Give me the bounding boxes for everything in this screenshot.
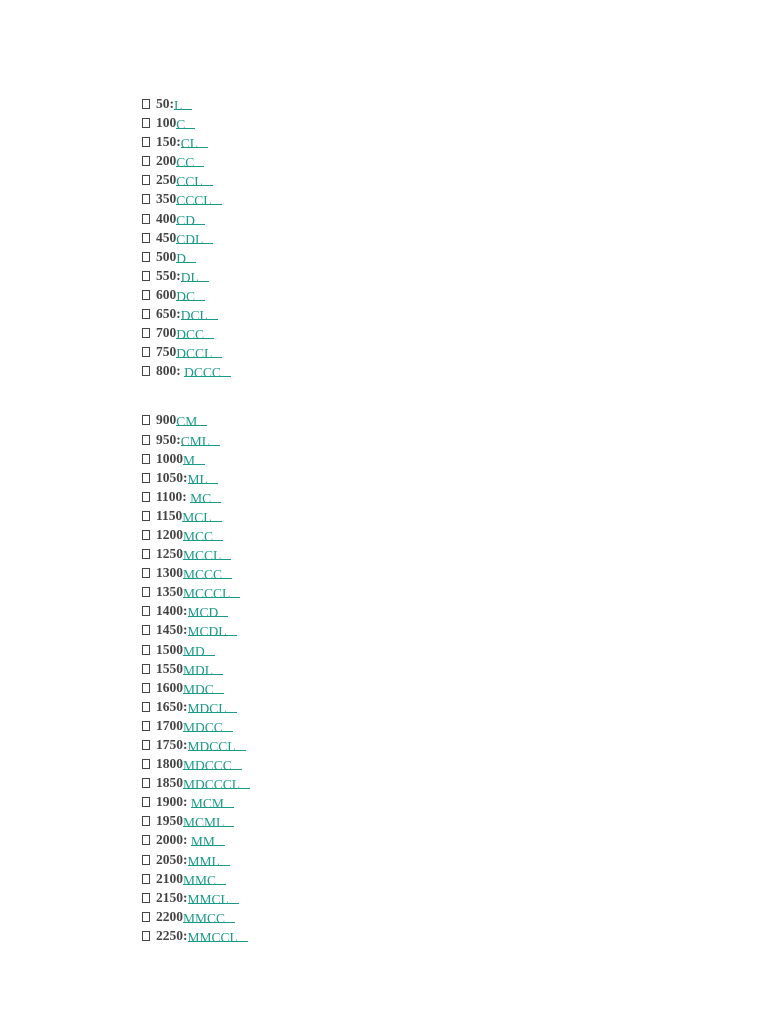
number-label: 2050: bbox=[156, 851, 188, 867]
roman-numeral-answer: DCCC bbox=[184, 365, 221, 381]
checkbox-icon bbox=[142, 778, 150, 788]
number-label: 1200 bbox=[156, 526, 183, 542]
checkbox-icon bbox=[142, 194, 150, 204]
list-item bbox=[142, 304, 542, 323]
number-label: 400 bbox=[156, 210, 177, 226]
answer-tail bbox=[204, 327, 214, 342]
number-label: 1100: bbox=[156, 488, 191, 504]
answer-blank bbox=[183, 527, 223, 544]
list-item bbox=[142, 209, 542, 228]
answer-blank bbox=[176, 211, 205, 228]
list-item bbox=[142, 697, 542, 716]
checkbox-icon bbox=[142, 874, 150, 884]
roman-numeral-answer: CM bbox=[176, 414, 198, 430]
answer-blank bbox=[187, 603, 229, 621]
number-label: 900 bbox=[156, 412, 177, 428]
roman-numeral-answer: MCCC bbox=[183, 567, 223, 583]
list-item bbox=[142, 94, 542, 113]
list-item bbox=[142, 811, 542, 830]
roman-numeral-answer: MMCL bbox=[187, 891, 229, 907]
list-item bbox=[142, 926, 542, 945]
number-label: 1650: bbox=[156, 698, 188, 714]
answer-tail bbox=[232, 758, 242, 773]
list-item bbox=[142, 170, 542, 189]
checkbox-icon bbox=[142, 568, 150, 578]
roman-numeral-answer: MCL bbox=[182, 509, 212, 525]
answer-tail bbox=[223, 720, 233, 735]
number-label: 250 bbox=[156, 172, 177, 188]
list-item bbox=[142, 266, 542, 285]
list-item bbox=[142, 582, 542, 601]
answer-blank bbox=[176, 412, 207, 430]
roman-numeral-answer: MDCC bbox=[183, 719, 223, 735]
roman-numeral-answer: MDCCL bbox=[187, 739, 236, 754]
number-label: 600 bbox=[156, 286, 177, 302]
answer-blank bbox=[187, 699, 237, 716]
number-label: 500 bbox=[156, 248, 177, 264]
answer-tail bbox=[220, 854, 230, 869]
list-item bbox=[142, 640, 542, 659]
answer-blank bbox=[183, 565, 232, 583]
list-item bbox=[142, 410, 542, 429]
answer-blank bbox=[183, 642, 215, 659]
answer-blank bbox=[176, 249, 196, 266]
answer-blank bbox=[180, 134, 208, 152]
answer-blank bbox=[176, 230, 213, 247]
answer-tail bbox=[197, 414, 207, 429]
answer-blank bbox=[184, 363, 231, 381]
checkbox-icon bbox=[142, 309, 150, 319]
item-group bbox=[142, 410, 542, 945]
answer-tail bbox=[199, 270, 209, 285]
number-label: 1700 bbox=[156, 717, 183, 733]
answer-blank bbox=[187, 470, 218, 487]
roman-numeral-answer: MDCL bbox=[187, 700, 227, 716]
answer-tail bbox=[208, 472, 218, 487]
answer-blank bbox=[187, 852, 230, 869]
answer-blank bbox=[190, 832, 225, 850]
answer-tail bbox=[236, 739, 246, 754]
answer-blank bbox=[183, 813, 234, 831]
number-label: 550: bbox=[156, 267, 181, 283]
checkbox-icon bbox=[142, 175, 150, 185]
roman-numeral-answer: CL bbox=[180, 136, 199, 152]
roman-numeral-answer: MCM bbox=[190, 796, 224, 812]
answer-tail bbox=[216, 873, 226, 888]
number-label: 1450: bbox=[156, 622, 188, 638]
checkbox-icon bbox=[142, 271, 150, 281]
roman-numeral-answer: CDL bbox=[176, 231, 204, 247]
answer-blank bbox=[190, 489, 221, 506]
answer-tail bbox=[212, 510, 222, 525]
roman-numeral-answer: MM bbox=[190, 834, 215, 850]
number-label: 2150: bbox=[156, 889, 188, 905]
answer-blank bbox=[176, 325, 214, 343]
number-label: 1050: bbox=[156, 469, 188, 485]
answer-tail bbox=[182, 98, 192, 113]
number-label: 2200 bbox=[156, 908, 183, 924]
answer-blank bbox=[183, 584, 240, 602]
roman-numeral-answer: CC bbox=[176, 155, 195, 171]
roman-numeral-answer: CML bbox=[180, 433, 211, 449]
answer-tail bbox=[229, 892, 239, 907]
answer-tail bbox=[208, 308, 218, 323]
item-group bbox=[142, 94, 542, 380]
answer-blank bbox=[187, 890, 239, 907]
roman-numeral-answer: DCC bbox=[176, 327, 205, 343]
answer-tail bbox=[194, 155, 204, 170]
list-item bbox=[142, 323, 542, 342]
answer-blank bbox=[176, 344, 222, 362]
roman-numeral-answer: DL bbox=[180, 269, 199, 285]
checkbox-icon bbox=[142, 290, 150, 300]
roman-numeral-answer: DCL bbox=[180, 308, 208, 324]
checkbox-icon bbox=[142, 454, 150, 464]
answer-blank bbox=[182, 508, 221, 525]
answer-tail bbox=[198, 136, 208, 151]
roman-numeral-answer: MDC bbox=[183, 681, 214, 697]
number-label: 450 bbox=[156, 229, 177, 245]
number-label: 1800 bbox=[156, 756, 183, 772]
checkbox-icon bbox=[142, 683, 150, 693]
roman-numeral-answer: MDCCC bbox=[183, 758, 232, 774]
checkbox-icon bbox=[142, 214, 150, 224]
list-item bbox=[142, 678, 542, 697]
list-item bbox=[142, 430, 542, 449]
roman-numeral-list bbox=[142, 94, 542, 945]
list-item bbox=[142, 544, 542, 563]
list-item bbox=[142, 869, 542, 888]
number-label: 1850 bbox=[156, 775, 183, 791]
checkbox-icon bbox=[142, 645, 150, 655]
list-item bbox=[142, 830, 542, 849]
answer-tail bbox=[195, 213, 205, 228]
checkbox-icon bbox=[142, 473, 150, 483]
roman-numeral-answer: DCCL bbox=[176, 346, 213, 362]
answer-blank bbox=[183, 756, 242, 774]
checkbox-icon bbox=[142, 366, 150, 376]
checkbox-icon bbox=[142, 759, 150, 769]
roman-numeral-answer: ML bbox=[187, 471, 208, 487]
number-label: 2100 bbox=[156, 870, 183, 886]
roman-numeral-answer: DC bbox=[176, 288, 196, 304]
roman-numeral-answer: M bbox=[183, 452, 196, 468]
number-label: 2000: bbox=[156, 832, 191, 848]
list-item bbox=[142, 620, 542, 639]
number-label: 1600 bbox=[156, 679, 183, 695]
answer-tail bbox=[213, 663, 223, 678]
roman-numeral-answer: D bbox=[176, 250, 186, 266]
answer-blank bbox=[183, 775, 250, 793]
checkbox-icon bbox=[142, 549, 150, 559]
answer-tail bbox=[218, 605, 228, 620]
roman-numeral-answer: MDCCCL bbox=[183, 777, 241, 793]
answer-tail bbox=[238, 930, 248, 945]
checkbox-icon bbox=[142, 435, 150, 445]
roman-numeral-answer: MCCCL bbox=[183, 586, 231, 602]
list-item bbox=[142, 754, 542, 773]
answer-tail bbox=[212, 346, 222, 361]
number-label: 650: bbox=[156, 306, 181, 322]
list-item bbox=[142, 506, 542, 525]
roman-numeral-answer: MCC bbox=[183, 528, 214, 544]
list-item bbox=[142, 228, 542, 247]
number-label: 700 bbox=[156, 325, 177, 341]
answer-tail bbox=[215, 834, 225, 849]
answer-tail bbox=[240, 777, 250, 792]
checkbox-icon bbox=[142, 328, 150, 338]
answer-tail bbox=[203, 232, 213, 247]
list-item bbox=[142, 850, 542, 869]
answer-tail bbox=[203, 174, 213, 189]
roman-numeral-answer: CCCL bbox=[176, 193, 212, 209]
number-label: 1550 bbox=[156, 660, 183, 676]
roman-numeral-answer: MCML bbox=[183, 815, 225, 831]
roman-numeral-answer: C bbox=[176, 117, 186, 133]
checkbox-icon bbox=[142, 118, 150, 128]
answer-blank bbox=[176, 172, 212, 190]
number-label: 950: bbox=[156, 431, 181, 447]
answer-tail bbox=[211, 491, 221, 506]
checkbox-icon bbox=[142, 855, 150, 865]
list-item bbox=[142, 735, 542, 754]
checkbox-icon bbox=[142, 625, 150, 635]
checkbox-icon bbox=[142, 587, 150, 597]
roman-numeral-answer: MDL bbox=[183, 662, 213, 678]
answer-blank bbox=[180, 306, 218, 324]
checkbox-icon bbox=[142, 492, 150, 502]
answer-blank bbox=[183, 909, 235, 926]
list-item bbox=[142, 132, 542, 151]
list-item bbox=[142, 113, 542, 132]
roman-numeral-answer: MMC bbox=[183, 872, 217, 888]
answer-tail bbox=[224, 815, 234, 830]
checkbox-icon bbox=[142, 835, 150, 845]
list-item bbox=[142, 449, 542, 468]
answer-blank bbox=[183, 451, 205, 468]
answer-tail bbox=[195, 453, 205, 468]
checkbox-icon bbox=[142, 415, 150, 425]
list-item bbox=[142, 189, 542, 208]
list-item bbox=[142, 792, 542, 811]
list-item bbox=[142, 563, 542, 582]
list-item bbox=[142, 525, 542, 544]
answer-tail bbox=[221, 365, 231, 380]
answer-tail bbox=[225, 911, 235, 926]
checkbox-icon bbox=[142, 797, 150, 807]
answer-tail bbox=[213, 529, 223, 544]
answer-tail bbox=[214, 682, 224, 697]
answer-tail bbox=[210, 434, 220, 449]
list-item bbox=[142, 468, 542, 487]
roman-numeral-answer: MML bbox=[187, 853, 220, 869]
number-label: 1500 bbox=[156, 641, 183, 657]
number-label: 1350 bbox=[156, 584, 183, 600]
number-label: 150: bbox=[156, 134, 181, 150]
checkbox-icon bbox=[142, 347, 150, 357]
list-item bbox=[142, 247, 542, 266]
answer-blank bbox=[183, 661, 223, 678]
checkbox-icon bbox=[142, 893, 150, 903]
checkbox-icon bbox=[142, 137, 150, 147]
number-label: 1950 bbox=[156, 813, 183, 829]
number-label: 1250 bbox=[156, 546, 183, 562]
answer-blank bbox=[183, 718, 233, 735]
roman-numeral-answer: L bbox=[174, 98, 183, 113]
checkbox-icon bbox=[142, 740, 150, 750]
answer-blank bbox=[176, 115, 195, 133]
answer-blank bbox=[176, 153, 204, 171]
checkbox-icon bbox=[142, 252, 150, 262]
answer-blank bbox=[183, 546, 231, 564]
answer-blank bbox=[187, 622, 237, 640]
list-item bbox=[142, 601, 542, 620]
list-item bbox=[142, 342, 542, 361]
checkbox-icon bbox=[142, 721, 150, 731]
number-label: 200 bbox=[156, 153, 177, 169]
number-label: 50: bbox=[156, 96, 174, 111]
roman-numeral-answer: MCD bbox=[187, 605, 219, 621]
checkbox-icon bbox=[142, 530, 150, 540]
answer-blank bbox=[183, 680, 224, 697]
number-label: 1000 bbox=[156, 450, 183, 466]
answer-tail bbox=[221, 548, 231, 563]
roman-numeral-answer: MCDL bbox=[187, 624, 227, 640]
list-item bbox=[142, 907, 542, 926]
answer-blank bbox=[180, 432, 220, 449]
checkbox-icon bbox=[142, 606, 150, 616]
answer-tail bbox=[195, 289, 205, 304]
list-item bbox=[142, 151, 542, 170]
answer-blank bbox=[187, 928, 248, 945]
checkbox-icon bbox=[142, 664, 150, 674]
answer-blank bbox=[176, 191, 221, 209]
number-label: 350 bbox=[156, 191, 177, 207]
answer-blank bbox=[187, 737, 246, 754]
checkbox-icon bbox=[142, 511, 150, 521]
answer-tail bbox=[205, 644, 215, 659]
number-label: 1300 bbox=[156, 565, 183, 581]
roman-numeral-answer: MC bbox=[190, 490, 212, 506]
list-item bbox=[142, 888, 542, 907]
number-label: 750 bbox=[156, 344, 177, 360]
number-label: 800: bbox=[156, 363, 185, 379]
list-item bbox=[142, 285, 542, 304]
number-label: 2250: bbox=[156, 927, 188, 943]
number-label: 1150 bbox=[156, 507, 183, 523]
answer-tail bbox=[186, 251, 196, 266]
number-label: 1900: bbox=[156, 794, 191, 810]
checkbox-icon bbox=[142, 931, 150, 941]
answer-tail bbox=[227, 701, 237, 716]
roman-numeral-answer: CCL bbox=[176, 174, 203, 190]
answer-tail bbox=[224, 796, 234, 811]
checkbox-icon bbox=[142, 702, 150, 712]
number-label: 1750: bbox=[156, 737, 188, 752]
roman-numeral-answer: MD bbox=[183, 643, 205, 659]
answer-blank bbox=[176, 287, 205, 304]
answer-tail bbox=[212, 193, 222, 208]
list-item bbox=[142, 487, 542, 506]
checkbox-icon bbox=[142, 233, 150, 243]
answer-tail bbox=[227, 624, 237, 639]
answer-blank bbox=[180, 268, 209, 285]
number-label: 100 bbox=[156, 115, 177, 131]
number-label: 1400: bbox=[156, 603, 188, 619]
answer-tail bbox=[230, 586, 240, 601]
answer-tail bbox=[185, 117, 195, 132]
answer-blank bbox=[183, 871, 226, 888]
answer-blank bbox=[174, 96, 192, 113]
list-item bbox=[142, 659, 542, 678]
roman-numeral-answer: MCCL bbox=[183, 548, 222, 564]
answer-blank bbox=[190, 794, 234, 812]
roman-numeral-answer: MMCCL bbox=[187, 929, 238, 945]
checkbox-icon bbox=[142, 156, 150, 166]
answer-tail bbox=[222, 567, 232, 582]
checkbox-icon bbox=[142, 816, 150, 826]
roman-numeral-answer: MMCC bbox=[183, 910, 226, 926]
list-item bbox=[142, 361, 542, 380]
list-item bbox=[142, 716, 542, 735]
roman-numeral-answer: CD bbox=[176, 212, 196, 228]
list-item bbox=[142, 773, 542, 792]
checkbox-icon bbox=[142, 912, 150, 922]
checkbox-icon bbox=[142, 99, 150, 109]
